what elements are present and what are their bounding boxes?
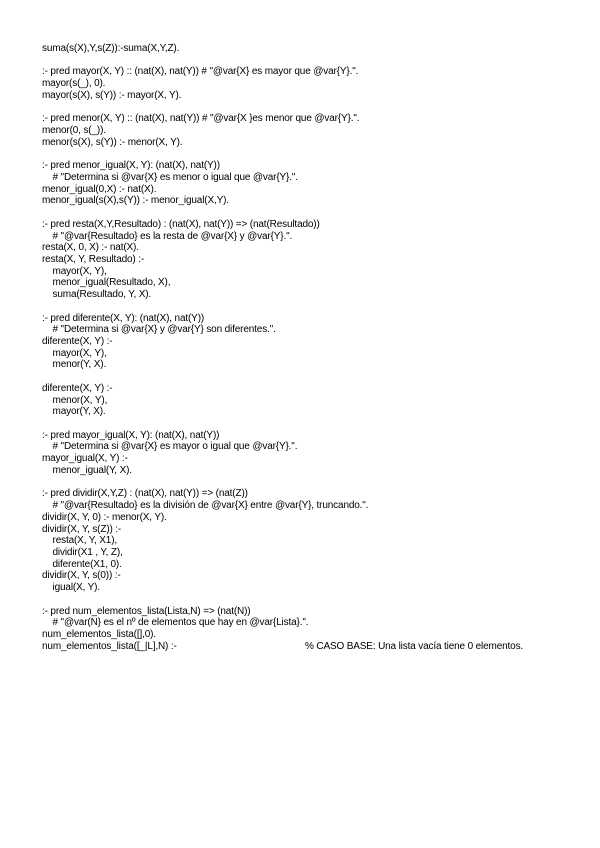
code-line: :- pred mayor_igual(X, Y): (nat(X), nat(Y))	[42, 429, 220, 441]
code-line: menor_igual(s(X),s(Y)) :- menor_igual(X,Y).	[42, 195, 229, 207]
code-line: mayor(Y, X).	[42, 406, 106, 418]
code-line: menor(X, Y),	[42, 394, 108, 406]
code-line: menor_igual(0,X) :- nat(X).	[42, 183, 157, 195]
code-line: # "Determina si @var{X} y @var{Y} son diferentes.".	[42, 324, 276, 336]
code-line: # "@var{Resultado} es la división de @var{X} entre @var{Y}, truncando.".	[42, 500, 369, 512]
code-line: resta(X, 0, X) :- nat(X).	[42, 242, 139, 254]
code-line: # "Determina si @var{X} es mayor o igual que @var{Y}.".	[42, 441, 298, 453]
code-line: :- pred menor_igual(X, Y): (nat(X), nat(Y))	[42, 160, 220, 172]
code-line: :- pred num_elementos_lista(Lista,N) => (nat(N))	[42, 605, 251, 617]
code-line: mayor(X, Y),	[42, 347, 107, 359]
code-line: resta(X, Y, X1),	[42, 535, 117, 547]
code-line: :- pred resta(X,Y,Resultado) : (nat(X), nat(Y)) => (nat(Resultado))	[42, 218, 320, 230]
code-line: dividir(X1 , Y, Z),	[42, 546, 123, 558]
code-line: menor(Y, X).	[42, 359, 107, 371]
code-line: num_elementos_lista([],0).	[42, 629, 156, 640]
code-line: menor(s(X), s(Y)) :- menor(X, Y).	[42, 136, 183, 148]
code-line: suma(Resultado, Y, X).	[42, 289, 152, 301]
code-line: igual(X, Y).	[42, 582, 100, 594]
code-line: resta(X, Y, Resultado) :-	[42, 253, 145, 265]
code-line: mayor(s(X), s(Y)) :- mayor(X, Y).	[42, 89, 182, 101]
code-line: mayor(X, Y),	[42, 265, 107, 277]
code-line: suma(s(X),Y,s(Z)):-suma(X,Y,Z).	[42, 43, 180, 54]
code-line: :- pred dividir(X,Y,Z) : (nat(X), nat(Y)) => (nat(Z))	[42, 488, 248, 500]
code-line: diferente(X, Y) :-	[42, 336, 113, 347]
code-line: :- pred diferente(X, Y): (nat(X), nat(Y))	[42, 312, 205, 324]
code-line: dividir(X, Y, 0) :- menor(X, Y).	[42, 511, 167, 523]
code-line: menor_igual(Resultado, X),	[42, 277, 171, 289]
code-line: dividir(X, Y, s(Z)) :-	[42, 523, 122, 535]
code-line: menor_igual(Y, X).	[42, 464, 132, 476]
code-line: mayor_igual(X, Y) :-	[42, 453, 128, 465]
code-line: diferente(X1, 0).	[42, 558, 122, 570]
code-line: # "@var(N} es el nº de elementos que hay en @var{Lista}.".	[42, 617, 309, 629]
code-line: :- pred menor(X, Y) :: (nat(X), nat(Y)) # "@var{X }es menor que @var{Y}.".	[42, 113, 360, 125]
code-line: :- pred mayor(X, Y) :: (nat(X), nat(Y)) # "@var{X} es mayor que @var{Y}.".	[42, 66, 359, 78]
code-line: dividir(X, Y, s(0)) :-	[42, 570, 121, 582]
code-comment: % CASO BASE: Una lista vacía tiene 0 elementos.	[305, 640, 524, 652]
code-line: mayor(s(_), 0).	[42, 78, 106, 90]
code-line: num_elementos_lista([_|L],N) :-	[42, 640, 177, 652]
code-line: diferente(X, Y) :-	[42, 382, 113, 394]
code-line: # "@var{Resultado} es la resta de @var{X} y @var{Y}.".	[42, 230, 293, 242]
code-line: # "Determina si @var{X} es menor o igual que @var{Y}.".	[42, 171, 298, 183]
code-line: menor(0, s(_)).	[42, 125, 106, 137]
